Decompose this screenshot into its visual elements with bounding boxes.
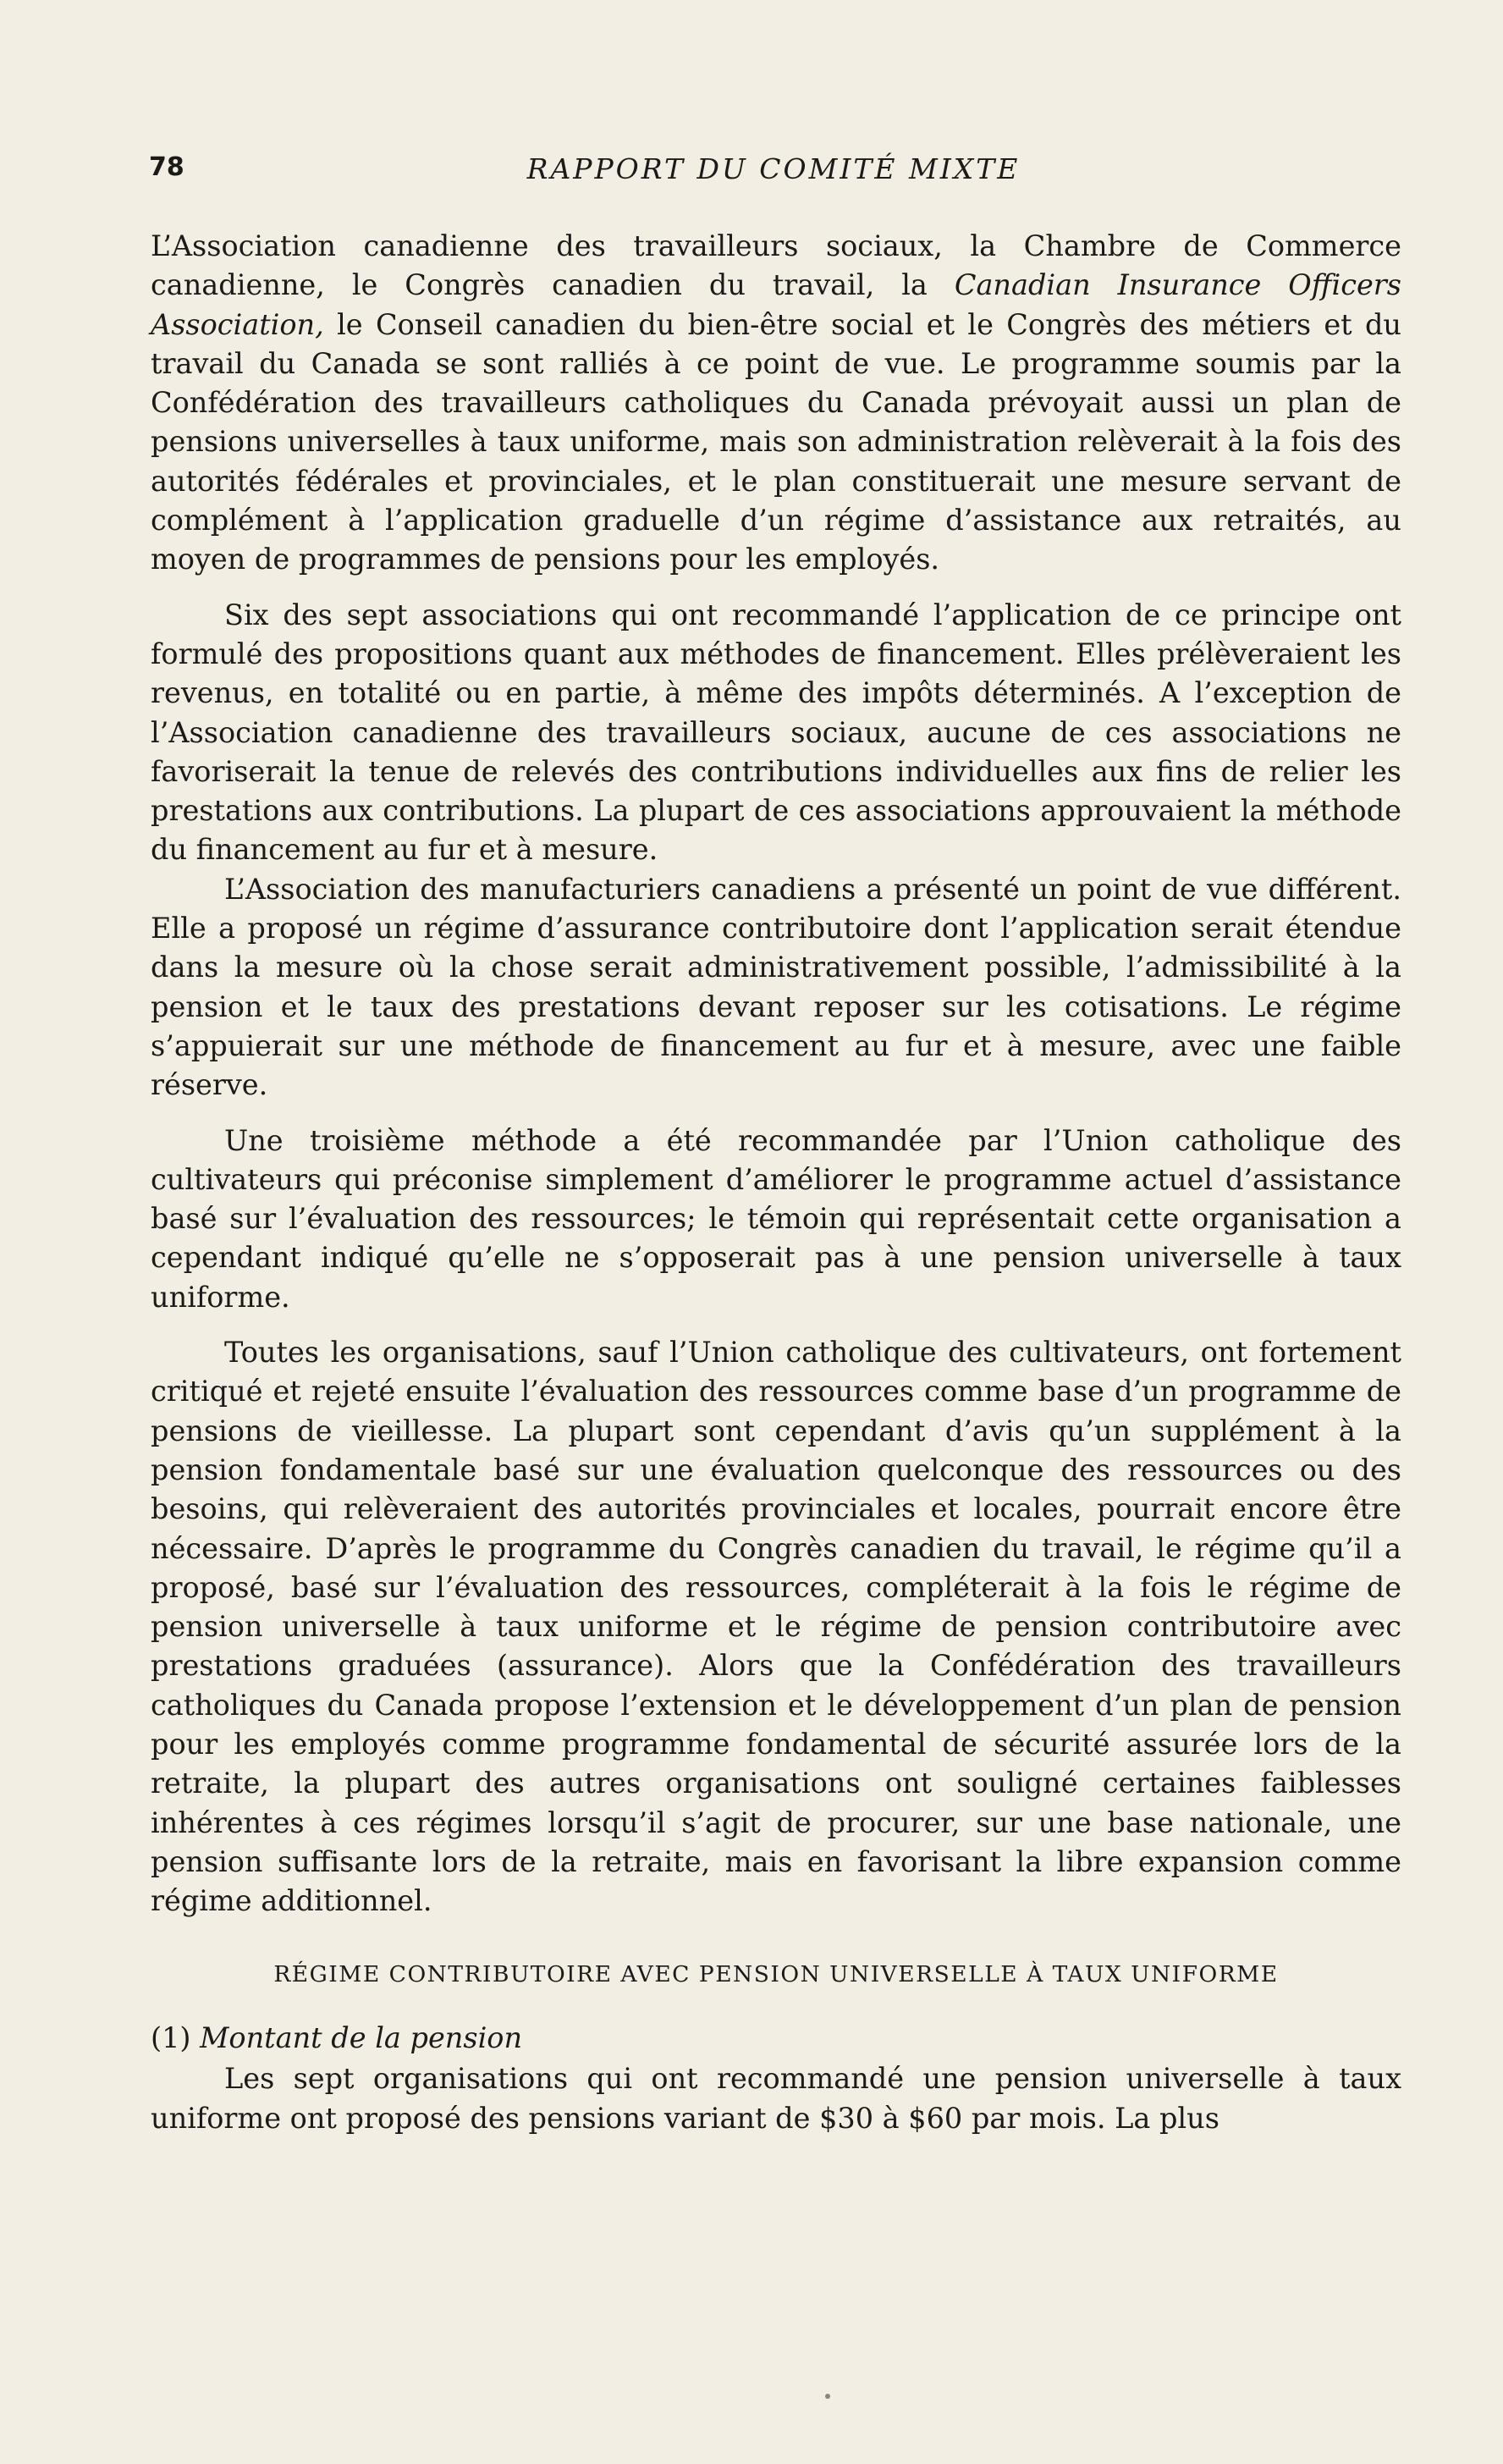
paragraph-4: Une troisième méthode a été recommandée par l’Union catholique des cultivateurs qui préconise simplement d’améliorer le programme actuel d’assistance basé sur l’évaluation des ressources; le témoin qui représentait cette organisation a cependant indiqué qu’elle ne s’opposerait pas à une pension universelle à taux uniforme.	[151, 1123, 1401, 1314]
paragraph-6: Les sept organisations qui ont recommandé une pension universelle à taux uniforme ont proposé des pensions variant de $30 à $60 par mois. La plus	[151, 2062, 1401, 2135]
running-title: RAPPORT DU COMITÉ MIXTE	[526, 152, 1021, 185]
section-heading: RÉGIME CONTRIBUTOIRE AVEC PENSION UNIVERSELLE À TAUX UNIFORME	[273, 1961, 1279, 1988]
subsection-title: Montant de la pension	[200, 2021, 523, 2055]
running-header	[149, 152, 1398, 195]
subsection-heading	[151, 2019, 1401, 2058]
paragraph-1: L’Association canadienne des travailleurs sociaux, la Chambre de Commerce canadienne, le Congrès canadien du travail, la Canadian Insurance Officers Association, le Conseil canadien du bien-être social et le Congrès des métiers et du travail du Canada se sont ralliés à ce point de vue. Le programme soumis par la Confédération des travailleurs catholiques du Canada prévoyait aussi un plan de pensions universelles à taux uniforme, mais son administration relèverait à la fois des autorités fédérales et provinciales, et le plan constituerait une mesure servant de complément à l’application graduelle d’un régime d’assistance aux retraités, au moyen de programmes de pensions pour les employés.	[151, 229, 1401, 576]
paragraph-5: Toutes les organisations, sauf l’Union catholique des cultivateurs, ont fortement critiqué et rejeté ensuite l’évaluation des ressources comme base d’un programme de pensions de vieillesse. La plupart sont cependant d’avis qu’un supplément à la pension fondamentale basé sur une évaluation quelconque des ressources ou des besoins, qui relèveraient des autorités provinciales et locales, pourrait encore être nécessaire. D’après le programme du Congrès canadien du travail, le régime qu’il a proposé, basé sur l’évaluation des ressources, compléterait à la fois le régime de pension universelle à taux uniforme et le régime de pension contributoire avec prestations graduées (assurance). Alors que la Confédération des travailleurs catholiques du Canada propose l’extension et le développement d’un plan de pension pour les employés comme programme fondamental de sécurité assurée lors de la retraite, la plupart des autres organisations ont souligné certaines faiblesses inhérentes à ces régimes lorsqu’il s’agit de procurer, sur une base nationale, une pension suffisante lors de la retraite, mais en favorisant la libre expansion comme régime additionnel.	[151, 1336, 1401, 1918]
page-number: 78	[149, 152, 184, 182]
organization-name-italic: Canadian Insurance Officers Association,	[151, 268, 1401, 341]
body-text	[151, 227, 1401, 2138]
subsection-number: (1)	[151, 2021, 191, 2055]
paragraph-3: L’Association des manufacturiers canadiens a présenté un point de vue différent. Elle a proposé un régime d’assurance contributoire dont l’application serait étendue dans la mesure où la chose serait administrativement possible, l’admissibilité à la pension et le taux des prestations devant reposer sur les cotisations. Le régime s’appuierait sur une méthode de financement au fur et à mesure, avec une faible réserve.	[151, 872, 1401, 1102]
paragraph-2: Six des sept associations qui ont recommandé l’application de ce principe ont formulé des propositions quant aux méthodes de financement. Elles prélèveraient les revenus, en totalité ou en partie, à même des impôts déterminés. A l’exception de l’Association canadienne des travailleurs sociaux, aucune de ces associations ne favoriserait la tenue de relevés des contributions individuelles aux fins de relier les prestations aux contributions. La plupart de ces associations approuvaient la méthode du financement au fur et à mesure.	[151, 598, 1401, 867]
page-speck	[825, 2394, 830, 2399]
